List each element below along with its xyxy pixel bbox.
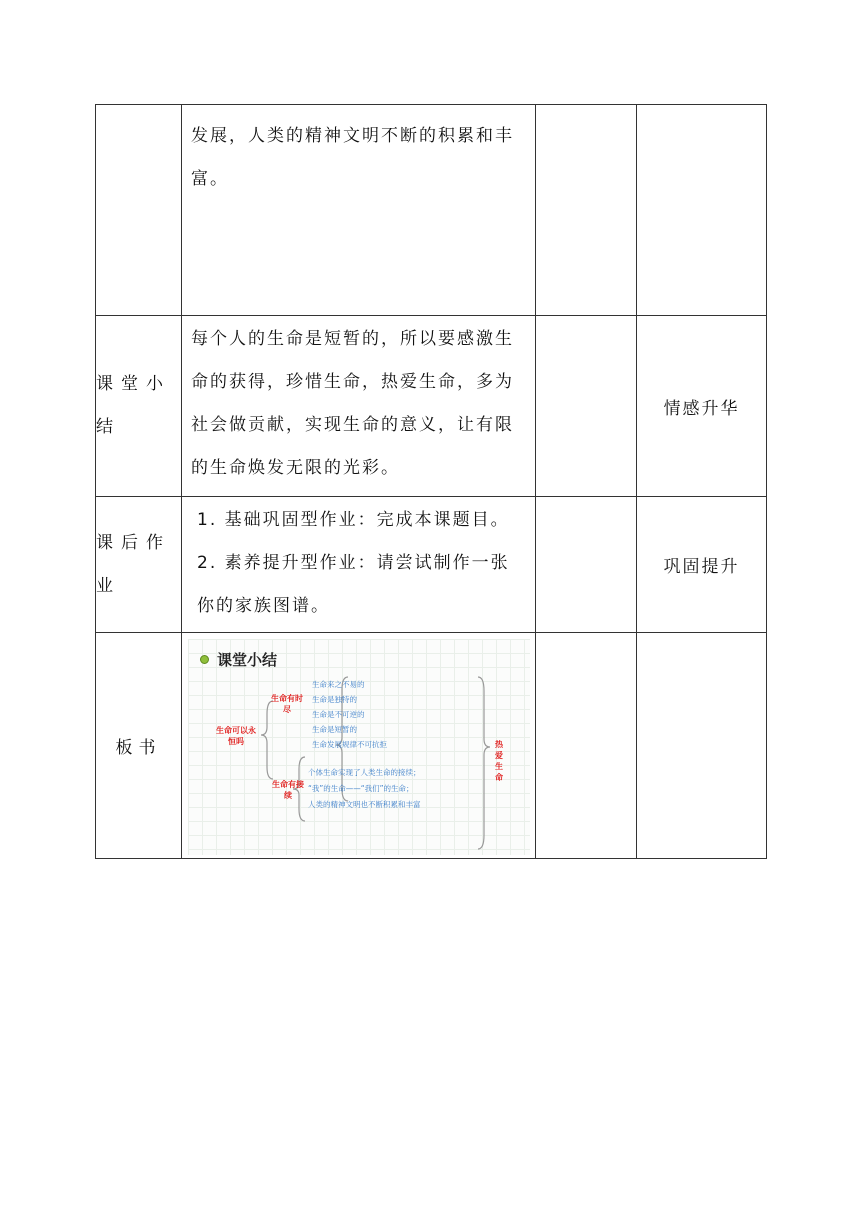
homework-content-cell xyxy=(182,497,536,633)
mindmap-branch-1-item: 生命来之不易的 xyxy=(312,680,365,689)
goal-cell xyxy=(637,105,767,316)
mindmap-branch-1-item: 生命是不可逆的 xyxy=(312,710,365,719)
lesson-plan-table xyxy=(95,104,767,859)
content-line: 每个人的生命是短暂的，所以要感激生 xyxy=(191,329,514,349)
mindmap-branch-2-item: 个体生命实现了人类生命的接续； xyxy=(308,768,421,777)
content-cell xyxy=(182,105,536,316)
mindmap-branch-1-item: 生命是短暂的 xyxy=(312,725,357,734)
activity-cell xyxy=(536,497,637,633)
mindmap-root: 生命可以永恒吗 xyxy=(216,726,256,746)
table-row xyxy=(96,497,767,633)
homework-label: 课后作业 xyxy=(96,497,182,633)
homework-item: 你的家族图谱。 xyxy=(197,596,330,616)
bullet-icon xyxy=(200,655,209,664)
mindmap-title-text: 课堂小结 xyxy=(217,651,278,669)
activity-cell xyxy=(536,105,637,316)
table-row xyxy=(96,105,767,316)
activity-cell xyxy=(536,316,637,497)
mindmap-branch-1-item: 生命发展规律不可抗拒 xyxy=(312,740,387,749)
table-row xyxy=(96,633,767,859)
board-label: 板书 xyxy=(96,633,182,859)
label-cell-empty xyxy=(96,105,182,316)
mindmap-conclusion: 热爱生命 xyxy=(495,740,503,782)
table-row xyxy=(96,316,767,497)
content-line: 发展，人类的精神文明不断的积累和丰 xyxy=(191,126,514,146)
board-content-cell xyxy=(182,633,536,859)
mindmap-branch-1-item: 生命是独特的 xyxy=(312,695,357,704)
goal-cell xyxy=(637,633,767,859)
mindmap-branch-2-item: “我”的生命——“我们”的生命； xyxy=(308,784,414,793)
mindmap-branch-2: 生命有接续 xyxy=(272,780,304,800)
board-mindmap xyxy=(188,639,530,855)
content-line: 命的获得，珍惜生命，热爱生命，多为 xyxy=(191,372,514,392)
activity-cell xyxy=(536,633,637,859)
summary-goal: 情感升华 xyxy=(637,316,767,497)
summary-label: 课堂小结 xyxy=(96,316,182,497)
content-line: 的生命焕发无限的光彩。 xyxy=(191,458,400,478)
homework-item: 2. 素养提升型作业：请尝试制作一张 xyxy=(197,553,510,573)
homework-item: 1. 基础巩固型作业：完成本课题目。 xyxy=(197,510,510,530)
homework-goal: 巩固提升 xyxy=(637,497,767,633)
content-line: 社会做贡献，实现生命的意义，让有限 xyxy=(191,415,514,435)
summary-content-cell xyxy=(182,316,536,497)
mindmap-branch-2-item: 人类的精神文明也不断积累和丰富 xyxy=(308,800,421,809)
mindmap-branch-1: 生命有时尽 xyxy=(271,694,303,714)
content-line: 富。 xyxy=(191,169,229,189)
mindmap-title xyxy=(200,649,277,670)
